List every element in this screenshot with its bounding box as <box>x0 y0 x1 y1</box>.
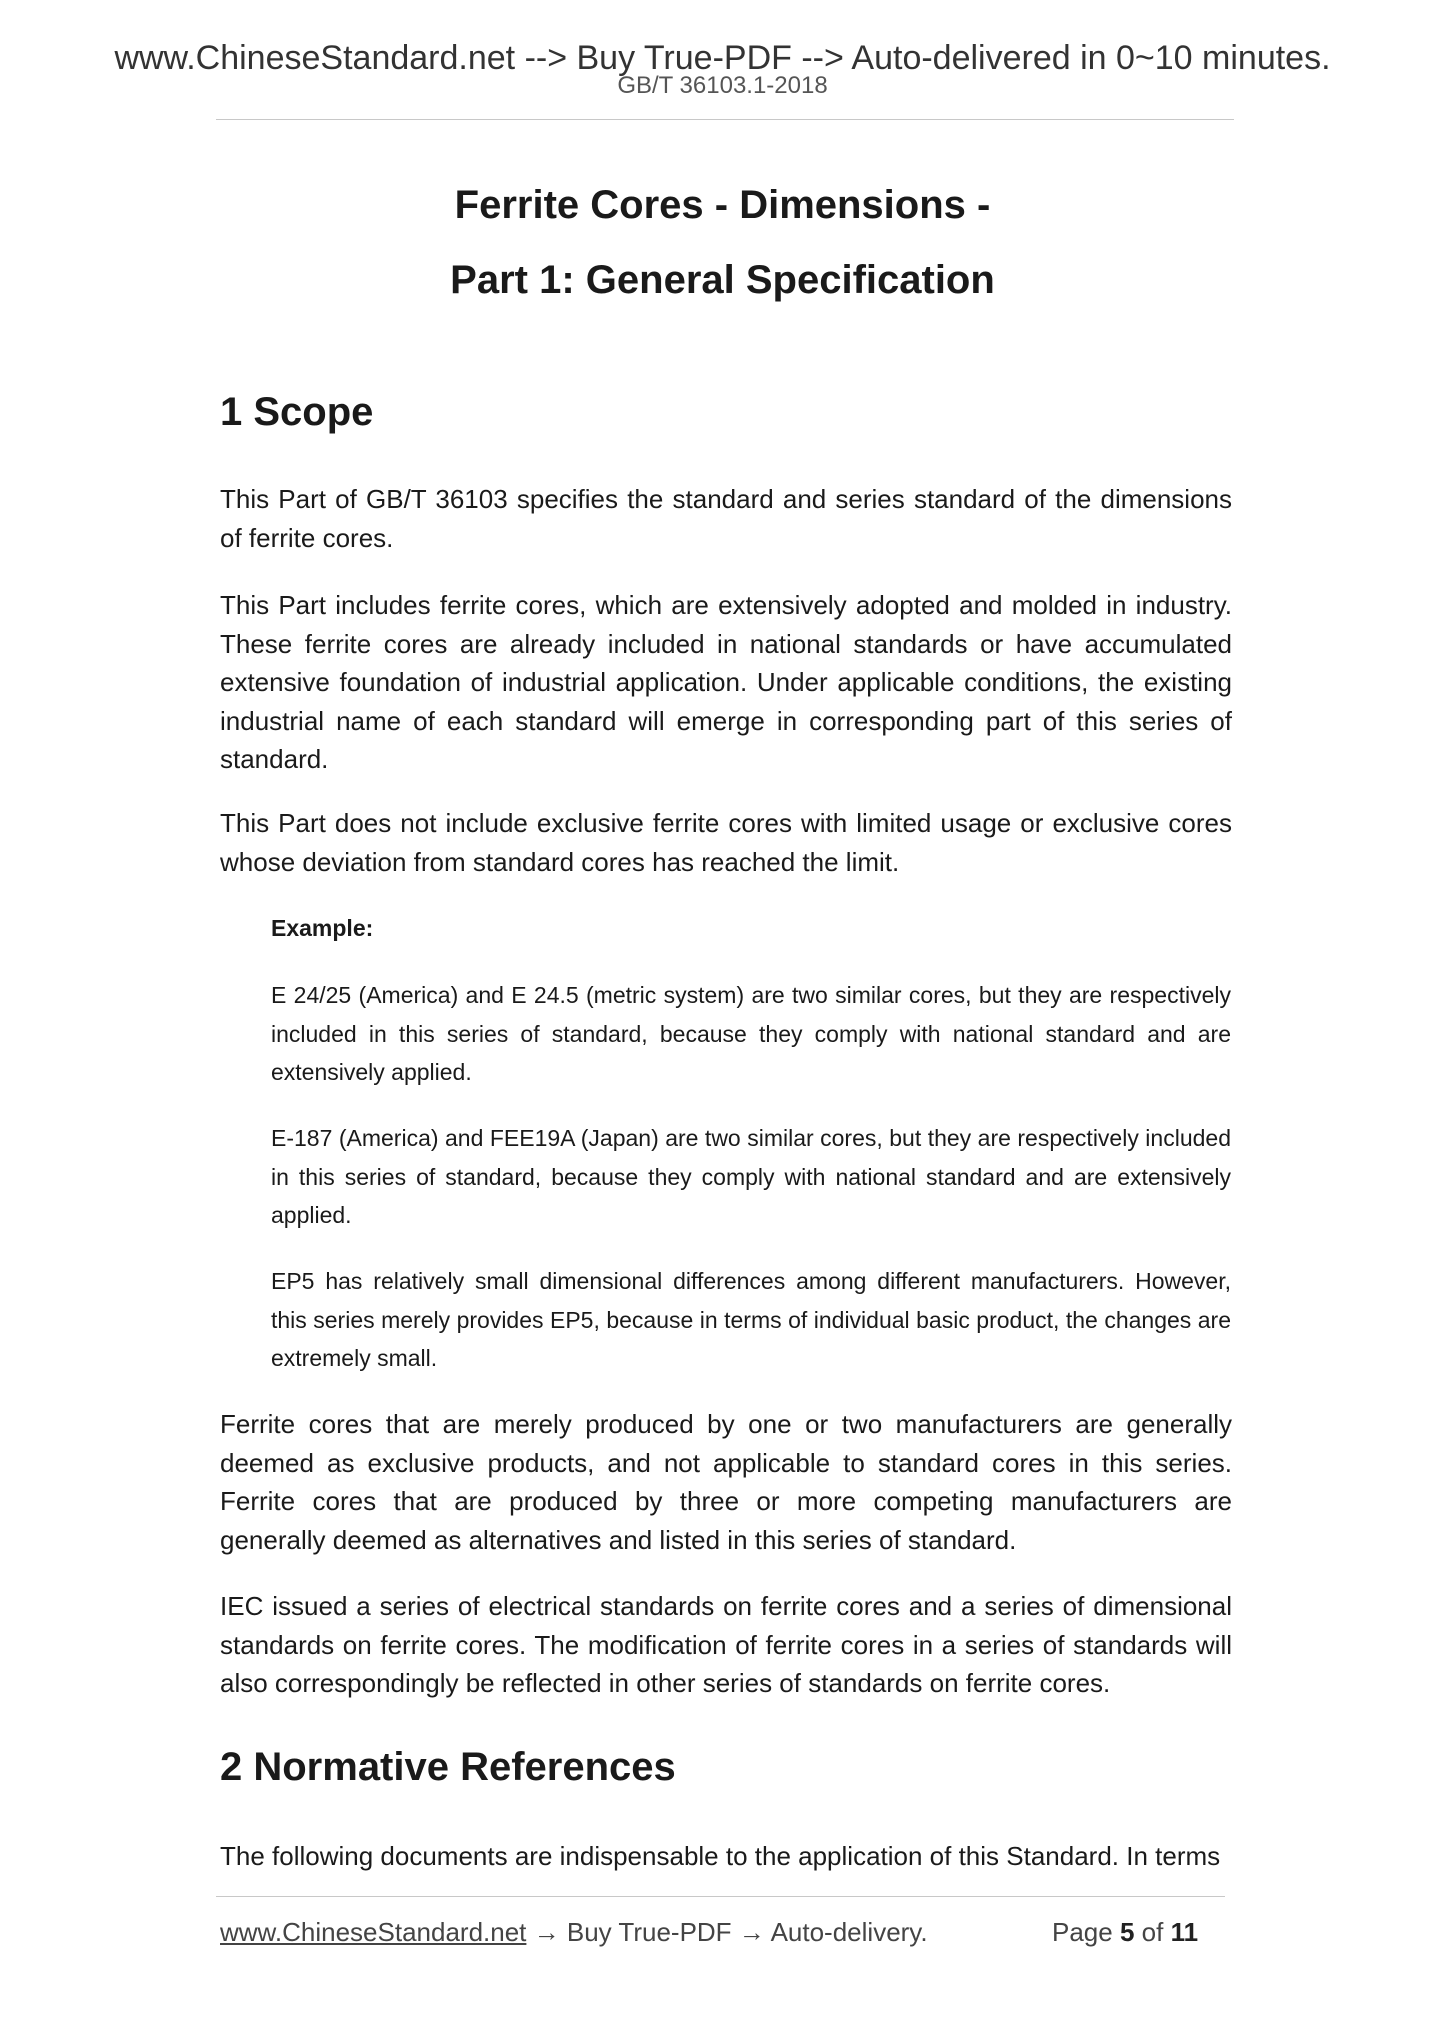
scope-paragraph-5: IEC issued a series of electrical standards on ferrite cores and a series of dimensional standards on ferrite cores. The modification of ferrite cores in a series of standards will also correspondingly be reflected in other series of standards on ferrite cores. <box>220 1591 1232 1698</box>
page-current: 5 <box>1119 1917 1135 1947</box>
of-label: of <box>1141 1917 1164 1947</box>
section1-heading: 1 Scope <box>220 390 374 434</box>
page-indicator <box>1052 1915 1198 1949</box>
footer-divider <box>216 1896 1225 1897</box>
doc-title-line2: Part 1: General Specification <box>450 258 995 302</box>
header-divider <box>216 119 1234 120</box>
scope-paragraph-3: This Part does not include exclusive ferrite cores with limited usage or exclusive cores whose deviation from standard cores has reached the limit. <box>220 808 1232 877</box>
example-1: E 24/25 (America) and E 24.5 (metric system) are two similar cores, but they are respectively included in this series of standard, because they comply with national standard and are extensively applied. <box>271 982 1231 1085</box>
footer-text <box>220 1915 928 1949</box>
example-label: Example: <box>271 915 374 941</box>
doc-number: GB/T 36103.1-2018 <box>617 72 828 99</box>
references-paragraph-1: The following documents are indispensable to the application of this Standard. In terms <box>220 1841 1221 1871</box>
header-banner: www.ChineseStandard.net --> Buy True-PDF --> Auto-delivered in 0~10 minutes. <box>114 39 1331 77</box>
scope-paragraph-4: Ferrite cores that are merely produced by one or two manufacturers are generally deemed as exclusive products, and not applicable to standard cores in this series. Ferrite cores that are produced by three or more competing manufacturers are generally deemed as alternatives and listed in this series of standard. <box>220 1409 1232 1555</box>
doc-title-line1: Ferrite Cores - Dimensions - <box>454 183 991 227</box>
example-3: EP5 has relatively small dimensional differences among different manufacturers. However, this series merely provides EP5, because in terms of individual basic product, the changes are extremely small. <box>271 1268 1231 1371</box>
page-total: 11 <box>1170 1917 1199 1947</box>
scope-paragraph-2: This Part includes ferrite cores, which are extensively adopted and molded in industry. These ferrite cores are already included in national standards or have accumulated extensive foundation of industrial application. Under applicable conditions, the existing industrial name of each standard will emerge in corresponding part of this series of standard. <box>220 590 1232 774</box>
scope-paragraph-1: This Part of GB/T 36103 specifies the standard and series standard of the dimensions of ferrite cores. <box>220 484 1232 553</box>
footer-tagline: → Buy True-PDF → Auto-delivery. <box>526 1917 928 1947</box>
page-label: Page <box>1052 1917 1113 1947</box>
footer-link[interactable]: www.ChineseStandard.net <box>220 1917 527 1947</box>
example-2: E-187 (America) and FEE19A (Japan) are two similar cores, but they are respectively included in this series of standard, because they comply with national standard and are extensively applied. <box>271 1125 1231 1228</box>
section2-heading: 2 Normative References <box>220 1745 676 1789</box>
